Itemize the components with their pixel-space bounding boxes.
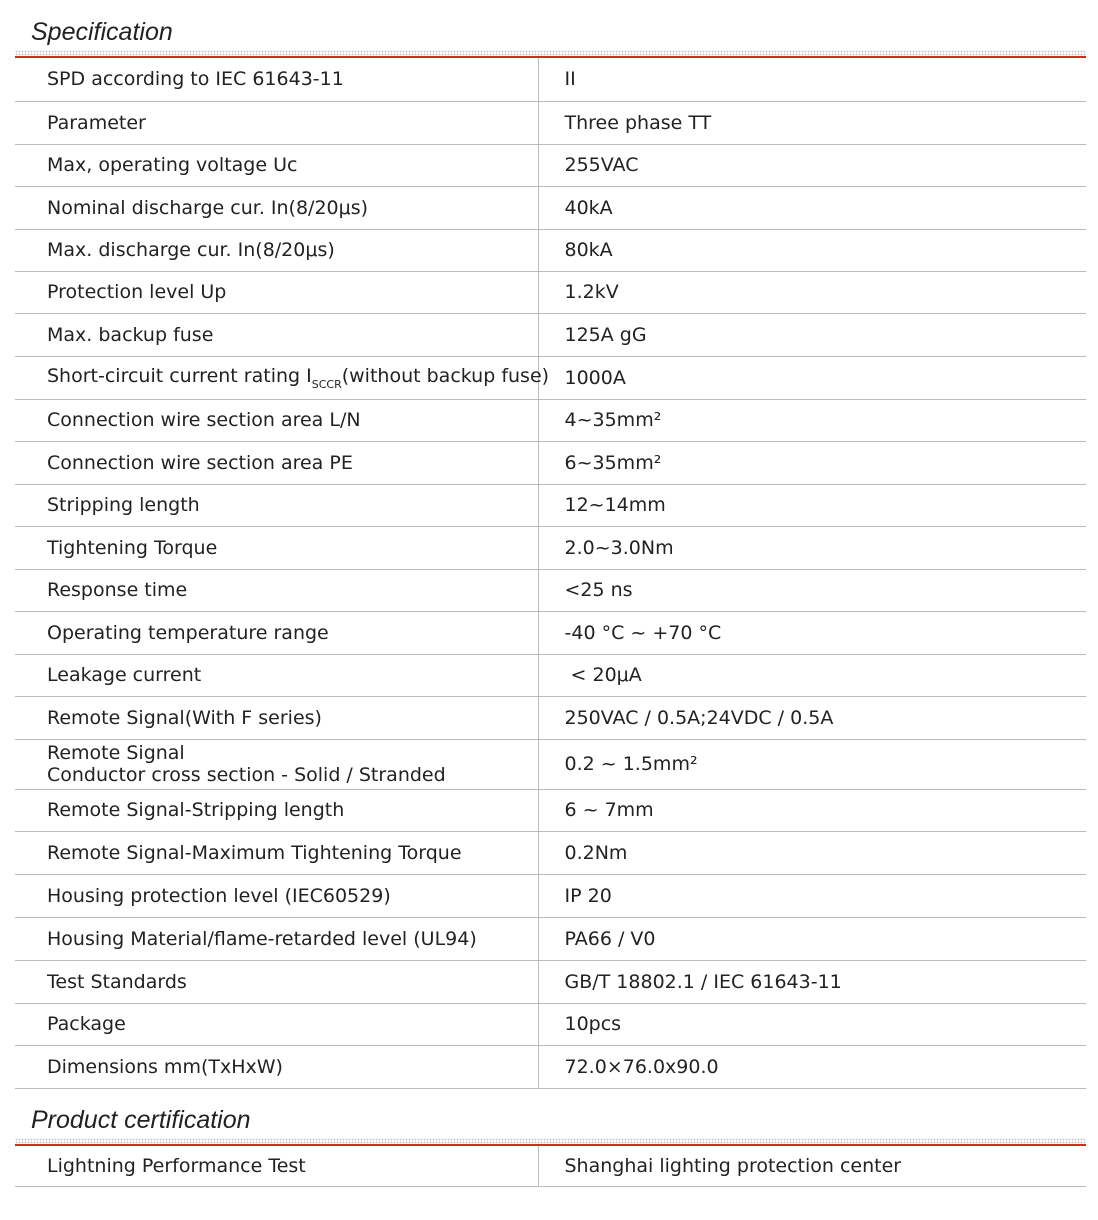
spec-label: Leakage current <box>15 654 538 696</box>
spec-label: Remote Signal(With F series) <box>15 696 538 739</box>
spec-label: Max. backup fuse <box>15 313 538 356</box>
table-row <box>15 569 1086 611</box>
table-row <box>15 399 1086 441</box>
table-row <box>15 313 1086 356</box>
spec-label: Stripping length <box>15 484 538 526</box>
spec-value: 6 ~ 7mm <box>538 789 1086 831</box>
certification-table <box>15 1146 1086 1187</box>
table-row <box>15 144 1086 186</box>
spec-label: Remote Signal-Stripping length <box>15 789 538 831</box>
spec-value: 72.0×76.0x90.0 <box>538 1045 1086 1088</box>
spec-value: < 20μA <box>538 654 1086 696</box>
spec-value: 2.0~3.0Nm <box>538 526 1086 569</box>
spec-value: 250VAC / 0.5A;24VDC / 0.5A <box>538 696 1086 739</box>
spec-value: IP 20 <box>538 874 1086 917</box>
spec-label: Response time <box>15 569 538 611</box>
table-row <box>15 789 1086 831</box>
spec-label: Max, operating voltage Uc <box>15 144 538 186</box>
spec-value: 0.2Nm <box>538 831 1086 874</box>
cert-label: Lightning Performance Test <box>15 1146 538 1186</box>
spec-value: <25 ns <box>538 569 1086 611</box>
spec-label-sccr <box>15 356 550 399</box>
table-row <box>15 229 1086 271</box>
table-row <box>15 611 1086 654</box>
table-row <box>15 356 1086 399</box>
spec-label: Parameter <box>15 101 538 144</box>
spec-label: Operating temperature range <box>15 611 538 654</box>
table-row <box>15 874 1086 917</box>
spec-value: 40kA <box>538 186 1086 229</box>
certification-title: Product certification <box>31 1106 251 1134</box>
spec-value: Three phase TT <box>538 101 1086 144</box>
table-row <box>15 831 1086 874</box>
table-row <box>15 441 1086 484</box>
spec-label-subscript: SCCR <box>311 378 342 391</box>
table-row <box>15 960 1086 1003</box>
spec-value: II <box>538 58 1086 101</box>
spec-label-line1: Remote Signal <box>47 742 185 764</box>
spec-label: Protection level Up <box>15 271 538 313</box>
spec-label: Tightening Torque <box>15 526 538 569</box>
table-row <box>15 101 1086 144</box>
table-row <box>15 696 1086 739</box>
table-row <box>15 917 1086 960</box>
spec-label: Housing protection level (IEC60529) <box>15 874 538 917</box>
spec-value: 4~35mm² <box>538 399 1086 441</box>
spec-value: 12~14mm <box>538 484 1086 526</box>
table-row <box>15 186 1086 229</box>
certification-section <box>15 1103 1086 1187</box>
spec-label-main: Short-circuit current rating I <box>47 365 312 387</box>
spec-value: 1.2kV <box>538 271 1086 313</box>
spec-label: Test Standards <box>15 960 538 1003</box>
spec-value: 80kA <box>538 229 1086 271</box>
spec-label: Dimensions mm(TxHxW) <box>15 1045 538 1088</box>
spec-label: Nominal discharge cur. In(8/20μs) <box>15 186 538 229</box>
spec-label-suffix: (without backup fuse) <box>341 365 550 387</box>
spec-value: 125A gG <box>538 313 1086 356</box>
spec-label: Connection wire section area PE <box>15 441 538 484</box>
spec-label: SPD according to IEC 61643-11 <box>15 58 538 101</box>
spec-label: Max. discharge cur. In(8/20μs) <box>15 229 538 271</box>
spec-value: PA66 / V0 <box>538 917 1086 960</box>
table-row <box>15 271 1086 313</box>
specification-title: Specification <box>31 18 173 46</box>
spec-value: 0.2 ~ 1.5mm² <box>538 739 1086 789</box>
table-row <box>15 1003 1086 1045</box>
spec-label: Connection wire section area L/N <box>15 399 538 441</box>
spec-label: Housing Material/flame-retarded level (UL94) <box>15 917 538 960</box>
spec-value: 1000A <box>538 356 1086 399</box>
specification-section <box>15 15 1086 1089</box>
spec-label: Remote Signal-Maximum Tightening Torque <box>15 831 538 874</box>
spec-label: Package <box>15 1003 538 1045</box>
cert-value: Shanghai lighting protection center <box>538 1146 1086 1186</box>
specification-table <box>15 58 1086 1089</box>
spec-value: 6~35mm² <box>538 441 1086 484</box>
spec-value: 255VAC <box>538 144 1086 186</box>
spec-value: -40 °C ~ +70 °C <box>538 611 1086 654</box>
table-row <box>15 654 1086 696</box>
spec-label-line2: Conductor cross section - Solid / Stranded <box>47 764 446 786</box>
spec-value: GB/T 18802.1 / IEC 61643-11 <box>538 960 1086 1003</box>
spec-value: 10pcs <box>538 1003 1086 1045</box>
table-row <box>15 58 1086 101</box>
table-row <box>15 739 1086 789</box>
spec-label-two-line <box>15 739 538 789</box>
table-row <box>15 1146 1086 1186</box>
table-row <box>15 484 1086 526</box>
table-row <box>15 1045 1086 1088</box>
table-row <box>15 526 1086 569</box>
